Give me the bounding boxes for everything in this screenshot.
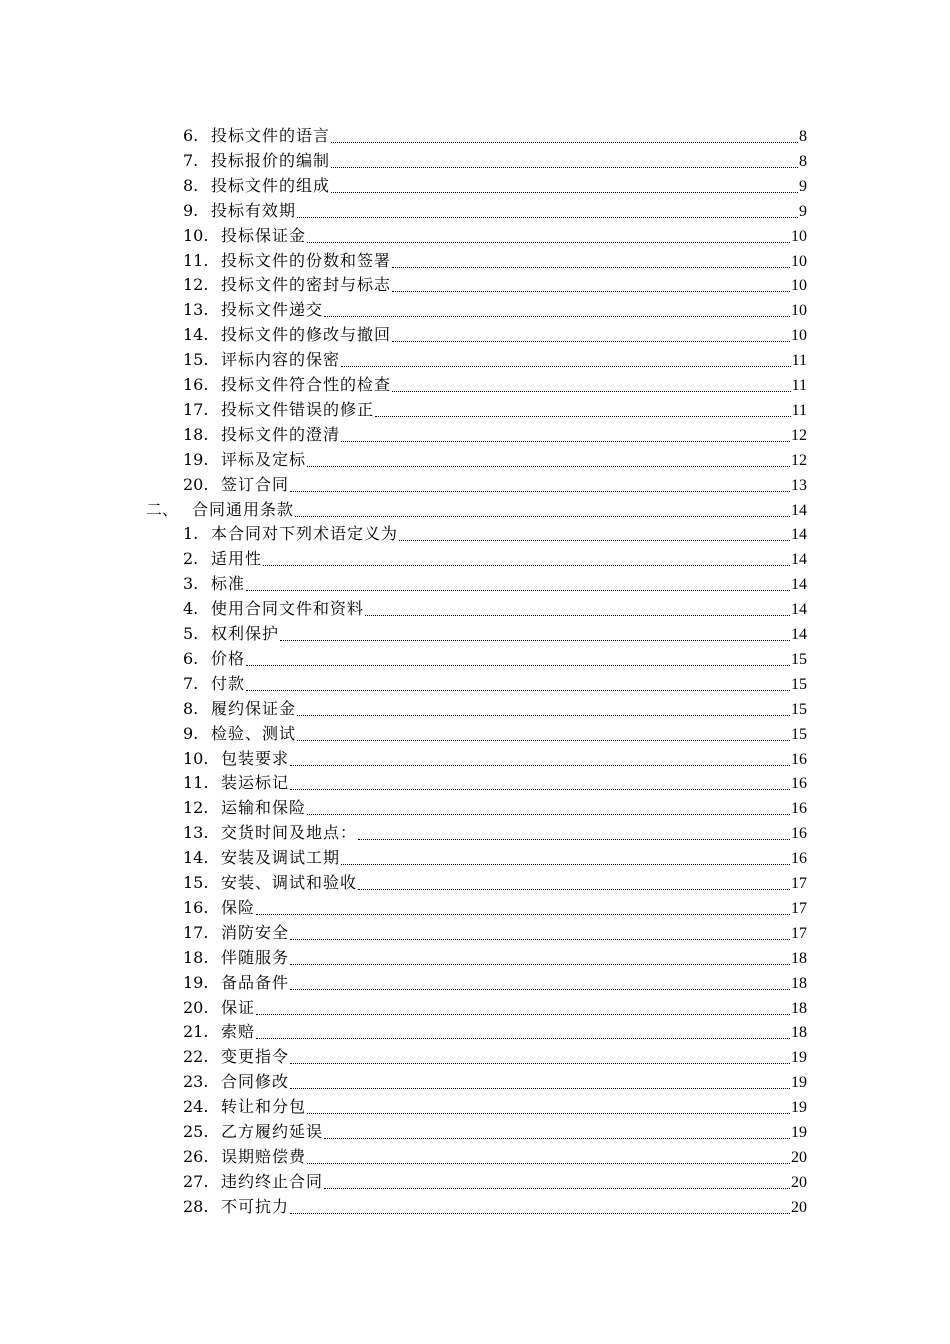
toc-entry[interactable] [0,722,950,746]
toc-entry[interactable] [0,597,950,621]
toc-entry[interactable] [0,348,950,372]
toc-entry-title: 权利保护 [211,624,280,643]
toc-entry-number: 21. [183,1022,209,1042]
toc-entry-page-number: 16 [791,775,807,793]
toc-entry-number: 16. [183,375,209,394]
toc-entry-title: 付款 [211,673,246,693]
toc-entry[interactable] [0,1070,950,1094]
toc-entry-title: 索赔 [221,1022,256,1042]
toc-entry-page-number: 17 [791,924,807,942]
toc-entry-page-number: 16 [791,825,807,843]
toc-entry-title: 违约终止合同 [221,1171,324,1191]
toc-entry-title: 保证 [221,997,256,1017]
toc-entry[interactable] [0,398,950,422]
toc-entry-page-number: 19 [791,1074,807,1092]
toc-entry-title: 投标文件递交 [221,300,324,320]
toc-entry-title: 评标及定标 [221,449,307,469]
toc-entry-page-number: 17 [791,899,807,917]
dot-leader [297,216,798,218]
toc-entry-title: 投标文件的组成 [211,175,331,195]
toc-entry-title: 使用合同文件和资料 [211,599,365,619]
toc-entry-title: 包装要求 [221,748,290,768]
toc-entry[interactable] [0,1020,950,1044]
toc-entry[interactable] [0,522,950,546]
toc-entry-title: 检验、测试 [211,723,297,743]
toc-entry-number: 3. [183,574,199,594]
toc-entry[interactable] [0,249,950,273]
toc-entry-number: 8. [183,175,199,195]
toc-entry-title: 投标有效期 [211,200,297,220]
toc-entry[interactable] [0,1120,950,1144]
toc-entry-number: 9. [183,723,199,743]
dot-leader [256,913,790,915]
toc-entry-page-number: 8 [799,128,807,145]
toc-entry-number: 10. [183,748,209,768]
toc-entry-number: 15. [183,350,209,370]
toc-entry-page-number: 16 [791,850,807,868]
toc-entry-page-number: 15 [791,650,807,668]
toc-entry-title: 变更指令 [221,1047,290,1067]
toc-entry-title: 投标文件的密封与标志 [221,275,392,295]
toc-entry[interactable] [0,373,950,397]
toc-entry[interactable] [0,971,950,995]
toc-entry-page-number: 18 [791,974,807,992]
dot-leader [307,241,790,243]
dot-leader [341,440,790,442]
toc-entry-number: 18. [183,424,209,444]
dot-leader [307,465,790,467]
toc-entry-number: 28. [183,1196,209,1216]
toc-entry-title: 投标文件的份数和签署 [221,250,392,270]
toc-entry-page-number: 9 [799,202,807,220]
toc-entry[interactable] [0,1095,950,1119]
toc-entry-number: 11. [183,773,209,793]
toc-entry-page-number: 10 [791,277,807,295]
toc-entry-title: 运输和保险 [221,798,307,818]
toc-entry-title: 合同通用条款 [192,499,295,519]
toc-entry-page-number: 20 [791,1148,807,1166]
dot-leader [290,938,790,940]
toc-entry-number: 10. [183,225,209,245]
toc-entry-number: 5. [183,624,199,643]
toc-entry-number: 8. [183,698,199,718]
toc-entry-number: 12. [183,275,209,295]
toc-entry-title: 装运标记 [221,773,290,793]
toc-entry-page-number: 19 [791,1124,807,1141]
toc-entry[interactable] [0,298,950,322]
dot-leader [290,1212,790,1214]
toc-entry-number: 14. [183,848,209,868]
dot-leader [324,1187,790,1189]
toc-entry-page-number: 11 [791,352,807,370]
toc-entry-page-number: 11 [791,401,807,419]
toc-entry[interactable] [0,622,950,646]
dot-leader [324,1137,790,1139]
toc-entry[interactable] [0,572,950,596]
toc-entry-page-number: 10 [791,302,807,320]
toc-entry-number: 18. [183,947,209,967]
toc-entry[interactable] [0,1195,950,1219]
dot-leader [297,739,790,741]
toc-entry-title: 投标文件的语言 [211,126,331,145]
toc-entry-page-number: 14 [791,526,807,544]
dot-leader [263,564,790,566]
toc-entry-page-number: 17 [791,875,807,892]
toc-entry-number: 7. [183,150,199,170]
toc-entry-title: 本合同对下列术语定义为 [211,524,399,544]
toc-entry-number: 23. [183,1072,209,1092]
toc-entry-number: 6. [183,648,199,668]
toc-entry[interactable] [0,547,950,571]
toc-entry-number: 9. [183,200,199,220]
toc-entry-title: 评标内容的保密 [221,350,341,370]
toc-entry-page-number: 16 [791,750,807,768]
toc-entry-page-number: 14 [791,626,807,643]
toc-entry-page-number: 18 [791,999,807,1017]
toc-entry-number: 17. [183,399,209,419]
toc-entry-title: 消防安全 [221,922,290,942]
toc-entry[interactable] [0,871,950,895]
toc-entry[interactable] [0,821,950,845]
dot-leader [331,191,798,193]
toc-entry-number: 4. [183,599,199,619]
toc-entry-page-number: 10 [791,327,807,345]
dot-leader [246,589,790,591]
toc-entry-page-number: 13 [791,476,807,494]
dot-leader [280,639,790,641]
toc-entry-title: 签订合同 [221,474,290,494]
dot-leader [392,266,790,268]
dot-leader [341,863,790,865]
toc-entry-number: 14. [183,325,209,345]
toc-entry-number: 20. [183,997,209,1017]
toc-entry-title: 备品备件 [221,972,290,992]
toc-entry-title: 投标文件的修改与撤回 [221,325,392,345]
dot-leader [290,1062,790,1064]
toc-entry[interactable] [0,199,950,223]
dot-leader [297,714,790,716]
toc-entry-number: 1. [183,524,199,544]
toc-entry[interactable] [0,498,950,522]
toc-entry-number: 20. [183,474,209,494]
toc-entry-page-number: 18 [791,1024,807,1042]
toc-entry-title: 交货时间及地点： [221,823,358,843]
dot-leader [307,1162,790,1164]
toc-entry-page-number: 12 [791,451,807,469]
toc-entry-page-number: 10 [791,227,807,245]
toc-entry-title: 安装及调试工期 [221,848,341,868]
toc-entry[interactable] [0,946,950,970]
toc-entry-number: 7. [183,673,199,693]
toc-entry-page-number: 18 [791,949,807,967]
toc-entry[interactable] [0,921,950,945]
toc-entry[interactable] [0,124,950,148]
toc-entry[interactable] [0,149,950,173]
dot-leader [246,689,790,691]
toc-entry[interactable] [0,473,950,497]
toc-entry[interactable] [0,423,950,447]
toc-entry-title: 保险 [221,897,256,917]
dot-leader [399,539,790,541]
toc-entry[interactable] [0,1045,950,1069]
toc-entry-page-number: 8 [799,152,807,170]
dot-leader [307,1112,790,1114]
toc-entry-number: 24. [183,1097,209,1117]
toc-entry-number: 12. [183,798,209,818]
toc-entry[interactable] [0,672,950,696]
toc-entry-number: 22. [183,1047,209,1067]
toc-entry-page-number: 14 [791,576,807,594]
dot-leader [307,813,790,815]
toc-entry-title: 投标文件符合性的检查 [221,375,392,394]
toc-entry[interactable] [0,647,950,671]
toc-entry-number: 17. [183,922,209,942]
dot-leader [392,290,790,292]
toc-entry-number: 二、 [146,499,179,519]
toc-entry[interactable] [0,224,950,248]
toc-entry-number: 26. [183,1146,209,1166]
toc-entry-number: 15. [183,873,209,892]
dot-leader [246,664,790,666]
toc-entry-page-number: 15 [791,675,807,693]
toc-entry-title: 标准 [211,574,246,594]
toc-entry-page-number: 14 [791,551,807,569]
toc-entry-page-number: 15 [791,700,807,718]
toc-entry[interactable] [0,1145,950,1169]
dot-leader [358,838,790,840]
toc-entry-title: 伴随服务 [221,947,290,967]
toc-entry[interactable] [0,796,950,820]
toc-entry-title: 履约保证金 [211,698,297,718]
toc-entry-title: 投标文件的澄清 [221,424,341,444]
dot-leader [290,963,790,965]
toc-entry-number: 19. [183,972,209,992]
toc-entry-page-number: 19 [791,1099,807,1117]
dot-leader [392,390,791,392]
toc-entry[interactable] [0,697,950,721]
toc-entry[interactable] [0,273,950,297]
dot-leader [256,1013,790,1015]
dot-leader [392,340,790,342]
toc-entry-title: 合同修改 [221,1072,290,1092]
toc-entry-page-number: 15 [791,725,807,743]
toc-entry-number: 25. [183,1122,209,1141]
toc-entry-title: 投标文件错误的修正 [221,399,375,419]
dot-leader [331,166,798,168]
toc-entry-title: 不可抗力 [221,1196,290,1216]
dot-leader [256,1037,790,1039]
dot-leader [375,415,791,417]
toc-entry[interactable] [0,1170,950,1194]
toc-entry-page-number: 14 [791,501,807,519]
dot-leader [290,788,790,790]
toc-entry-number: 27. [183,1171,209,1191]
toc-entry-number: 13. [183,823,209,843]
toc-entry[interactable] [0,846,950,870]
toc-entry[interactable] [0,323,950,347]
toc-entry-page-number: 14 [791,601,807,619]
toc-entry-title: 投标报价的编制 [211,150,331,170]
toc-entry-page-number: 20 [791,1173,807,1191]
dot-leader [290,490,790,492]
toc-entry-number: 13. [183,300,209,320]
toc-entry-page-number: 20 [791,1198,807,1216]
toc-entry-page-number: 16 [791,800,807,818]
toc-entry-number: 11. [183,250,209,270]
toc-entry-number: 16. [183,897,209,917]
toc-entry-title: 误期赔偿费 [221,1146,307,1166]
toc-entry[interactable] [0,771,950,795]
dot-leader [358,888,790,890]
toc-entry-number: 2. [183,549,199,569]
toc-entry-page-number: 9 [799,177,807,195]
toc-entry[interactable] [0,896,950,920]
toc-entry[interactable] [0,174,950,198]
toc-entry-title: 安装、调试和验收 [221,873,358,892]
dot-leader [295,515,790,517]
toc-entry-page-number: 12 [791,426,807,444]
toc-entry-title: 投标保证金 [221,225,307,245]
toc-entry-title: 转让和分包 [221,1097,307,1117]
toc-entry[interactable] [0,996,950,1020]
dot-leader [341,365,791,367]
toc-entry-title: 价格 [211,648,246,668]
toc-entry[interactable] [0,747,950,771]
dot-leader [365,614,790,616]
toc-entry-title: 适用性 [211,549,263,569]
toc-entry-number: 19. [183,449,209,469]
toc-entry-title: 乙方履约延误 [221,1122,324,1141]
dot-leader [290,764,790,766]
toc-entry[interactable] [0,448,950,472]
toc-entry-number: 6. [183,126,199,145]
dot-leader [290,1087,790,1089]
toc-entry-page-number: 19 [791,1049,807,1067]
dot-leader [290,988,790,990]
dot-leader [324,315,790,317]
toc-entry-page-number: 11 [791,377,807,394]
toc-entry-page-number: 10 [791,252,807,270]
dot-leader [331,141,798,143]
